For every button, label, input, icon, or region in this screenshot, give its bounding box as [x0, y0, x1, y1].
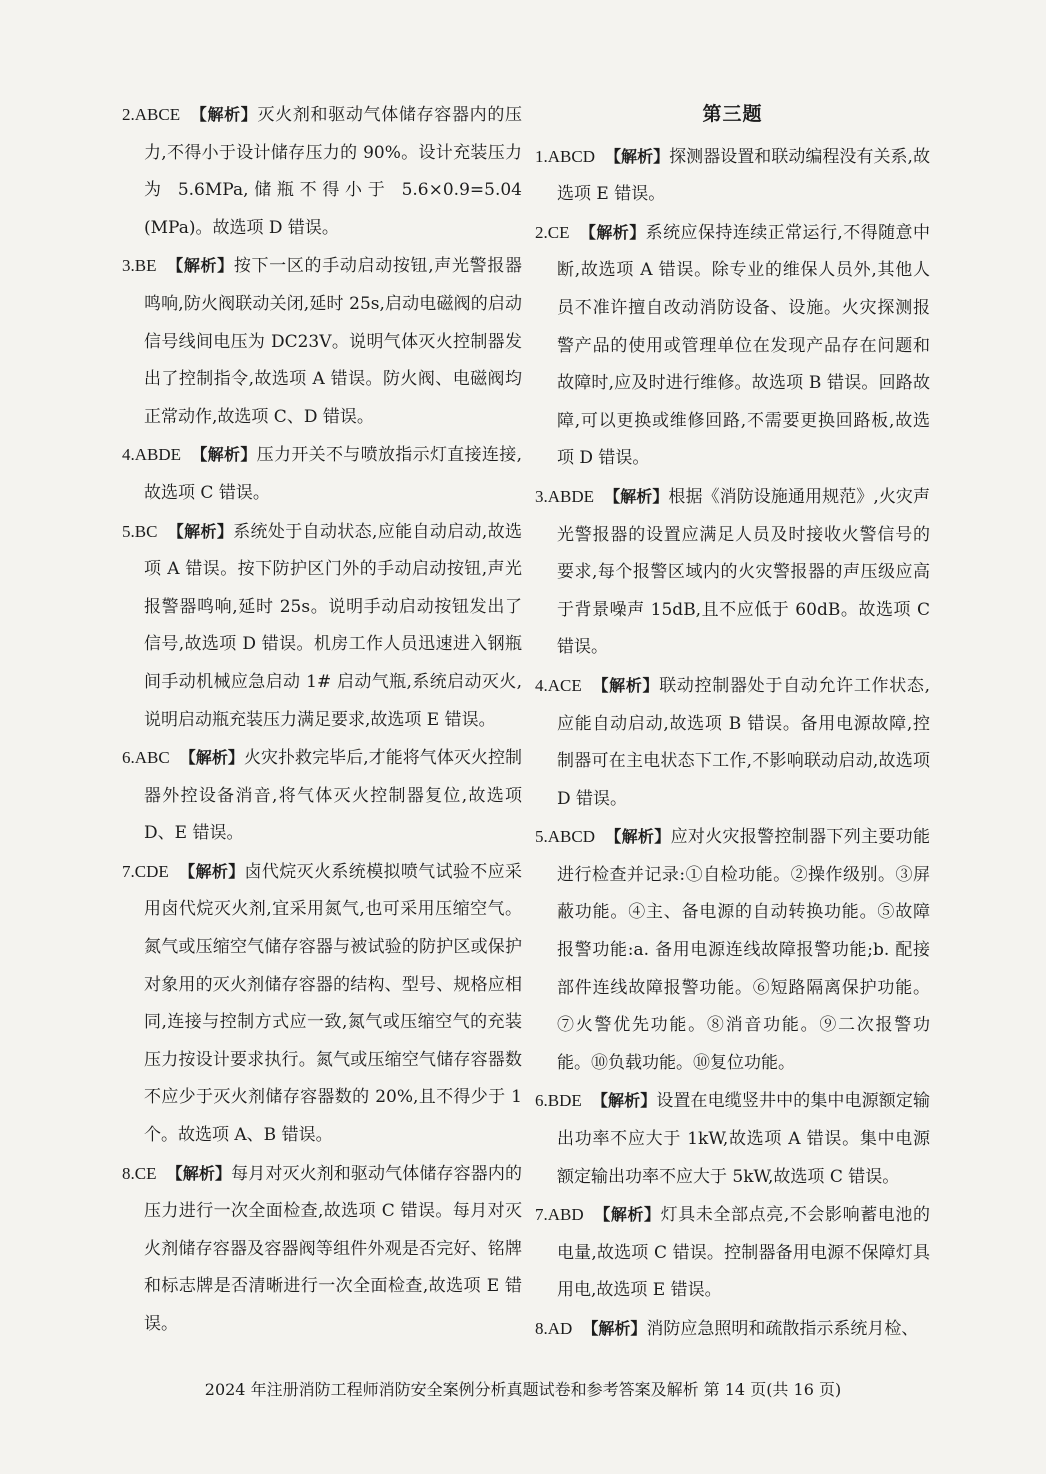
analysis-text: 联动控制器处于自动允许工作状态,应能自动启动,故选项 B 错误。备用电源故障,控制器可在主电状态下工作,不影响联动启动,故选项 D 错误。: [557, 675, 930, 809]
item-number: 6.: [122, 748, 135, 768]
answer-item: [535, 1082, 930, 1196]
analysis-text: 每月对灭火剂和驱动气体储存容器内的压力进行一次全面检查,故选项 C 错误。每月对灭火剂储存容器及容器阀等组件外观是否完好、铭牌和标志牌是否清晰进行一次全面检查,故选项 E 错误。: [144, 1163, 522, 1334]
item-number: 4.: [122, 445, 135, 465]
analysis-tag: 【解析】: [593, 1205, 661, 1225]
answer-item: [122, 513, 522, 740]
answer-item: [122, 853, 522, 1155]
answer-key: ABCE: [134, 105, 181, 124]
page-footer: 2024 年注册消防工程师消防安全案例分析真题试卷和参考答案及解析 第 14 页(共 16 页): [204, 1380, 842, 1399]
answer-item: [535, 478, 930, 667]
item-number: 4.: [535, 675, 548, 695]
item-number: 5.: [535, 827, 548, 847]
answer-key: ABDE: [134, 445, 182, 465]
item-number: 6.: [535, 1091, 548, 1111]
answer-item: [122, 1155, 522, 1344]
analysis-tag: 【解析】: [166, 1163, 232, 1183]
analysis-text: 按下一区的手动启动按钮,声光警报器鸣响,防火阀联动关闭,延时 25s,启动电磁阀的启动信号线间电压为 DC23V。说明气体灭火控制器发出了控制指令,故选项 A 错误。防火阀、电磁阀均正常动作,故选项 C、D 错误。: [144, 256, 522, 427]
analysis-text: 灭火剂和驱动气体储存容器内的压力,不得小于设计储存压力的 90%。设计充装压力为 5.6MPa,储瓶不得小于 5.6×0.9=5.04 (MPa)。故选项 D 错误。: [144, 105, 522, 238]
answer-key: BDE: [547, 1091, 582, 1111]
analysis-text: 卤代烷灭火系统模拟喷气试验不应采用卤代烷灭火剂,宜采用氮气,也可采用压缩空气。氮气或压缩空气储存容器与被试验的防护区或保护对象用的灭火剂储存容器的结构、型号、规格应相同,连接与控制方式应一致,氮气或压缩空气的充装压力按设计要求执行。氮气或压缩空气储存容器数不应少于灭火剂储存容器数的 20%,且不得少于 1 个。故选项 A、B 错误。: [144, 861, 522, 1146]
answer-item: [122, 436, 522, 512]
answer-key: CE: [547, 222, 570, 242]
right-column: [535, 96, 930, 1349]
analysis-text: 灯具未全部点亮,不会影响蓄电池的电量,故选项 C 错误。控制器备用电源不保障灯具用电,故选项 E 错误。: [557, 1205, 930, 1301]
answer-key: ACE: [547, 675, 582, 695]
analysis-tag: 【解析】: [167, 521, 234, 541]
item-number: 2.: [122, 105, 135, 124]
answer-item: [535, 214, 930, 478]
item-number: 7.: [122, 861, 135, 881]
analysis-text: 压力开关不与喷放指示灯直接连接,故选项 C 错误。: [144, 445, 522, 503]
item-number: 8.: [535, 1319, 548, 1338]
item-number: 3.: [122, 256, 135, 276]
answer-item: [535, 1196, 930, 1310]
analysis-text: 火灾扑救完毕后,才能将气体灭火控制器外控设备消音,将气体灭火控制器复位,故选项 D、E 错误。: [144, 748, 522, 844]
answer-item: [535, 1310, 930, 1349]
analysis-tag: 【解析】: [190, 105, 258, 124]
answer-item: [535, 818, 930, 1082]
analysis-text: 系统处于自动状态,应能自动启动,故选项 A 错误。按下防护区门外的手动启动按钮,声光报警器鸣响,延时 25s。说明手动启动按钮发出了信号,故选项 D 错误。机房工作人员迅速进入钢瓶间手动机械应急启动 1# 启动气瓶,系统启动灭火,说明启动瓶充装压力满足要求,故选项 E 错误。: [144, 521, 522, 730]
answer-key: ABDE: [547, 486, 595, 506]
analysis-tag: 【解析】: [178, 861, 245, 881]
analysis-tag: 【解析】: [604, 486, 669, 506]
answer-key: ABD: [547, 1205, 584, 1225]
analysis-tag: 【解析】: [591, 675, 660, 695]
answer-key: ABC: [134, 748, 170, 768]
analysis-text: 根据《消防设施通用规范》,火灾声光警报器的设置应满足人员及时接收火警信号的要求,每个报警区域内的火灾警报器的声压级应高于背景噪声 15dB,且不应低于 60dB。故选项 C 错误。: [557, 486, 930, 658]
analysis-tag: 【解析】: [582, 1319, 647, 1338]
answer-key: BC: [134, 521, 158, 541]
answer-item: [535, 667, 930, 818]
analysis-tag: 【解析】: [604, 827, 671, 847]
item-number: 7.: [535, 1205, 548, 1225]
analysis-text: 系统应保持连续正常运行,不得随意中断,故选项 A 错误。除专业的维保人员外,其他人员不准许擅自改动消防设备、设施。火灾探测报警产品的使用或管理单位在发现产品存在问题和故障时,应及时进行维修。故选项 B 错误。回路故障,可以更换或维修回路,不需要更换回路板,故选项 D 错误。: [557, 222, 930, 469]
answer-key: CDE: [134, 861, 169, 881]
analysis-text: 应对火灾报警控制器下列主要功能进行检查并记录:①自检功能。②操作级别。③屏蔽功能。④主、备电源的自动转换功能。⑤故障报警功能:a. 备用电源连线故障报警功能;b. 配接部件连线故障报警功能。⑥短路隔离保护功能。⑦火警优先功能。⑧消音功能。⑨二次报警功能。⑩负载功能。⑩复位功能。: [557, 827, 930, 1073]
answer-item: [122, 247, 522, 436]
answer-key: AD: [547, 1319, 573, 1338]
analysis-tag: 【解析】: [191, 445, 257, 465]
analysis-text: 消防应急照明和疏散指示系统月检、: [646, 1319, 919, 1339]
analysis-text: 探测器设置和联动编程没有关系,故选项 E 错误。: [557, 146, 930, 205]
item-number: 5.: [122, 521, 135, 541]
answer-key: CE: [134, 1163, 157, 1183]
analysis-text: 设置在电缆竖井中的集中电源额定输出功率不应大于 1kW,故选项 A 错误。集中电源额定输出功率不应大于 5kW,故选项 C 错误。: [557, 1091, 930, 1187]
analysis-tag: 【解析】: [166, 256, 234, 276]
item-number: 1.: [535, 146, 548, 166]
answer-key: ABCD: [547, 146, 595, 166]
analysis-tag: 【解析】: [591, 1091, 657, 1111]
section-title: 第三题: [702, 103, 763, 125]
item-number: 2.: [535, 222, 548, 242]
analysis-tag: 【解析】: [604, 146, 670, 166]
analysis-tag: 【解析】: [179, 748, 244, 768]
item-number: 8.: [122, 1163, 135, 1183]
analysis-tag: 【解析】: [579, 222, 646, 242]
answer-item: [535, 138, 930, 214]
answer-key: BE: [134, 256, 157, 276]
left-column: [122, 96, 522, 1344]
answer-item: [122, 96, 522, 247]
answer-item: [122, 739, 522, 853]
item-number: 3.: [535, 486, 548, 506]
answer-key: ABCD: [547, 827, 595, 847]
